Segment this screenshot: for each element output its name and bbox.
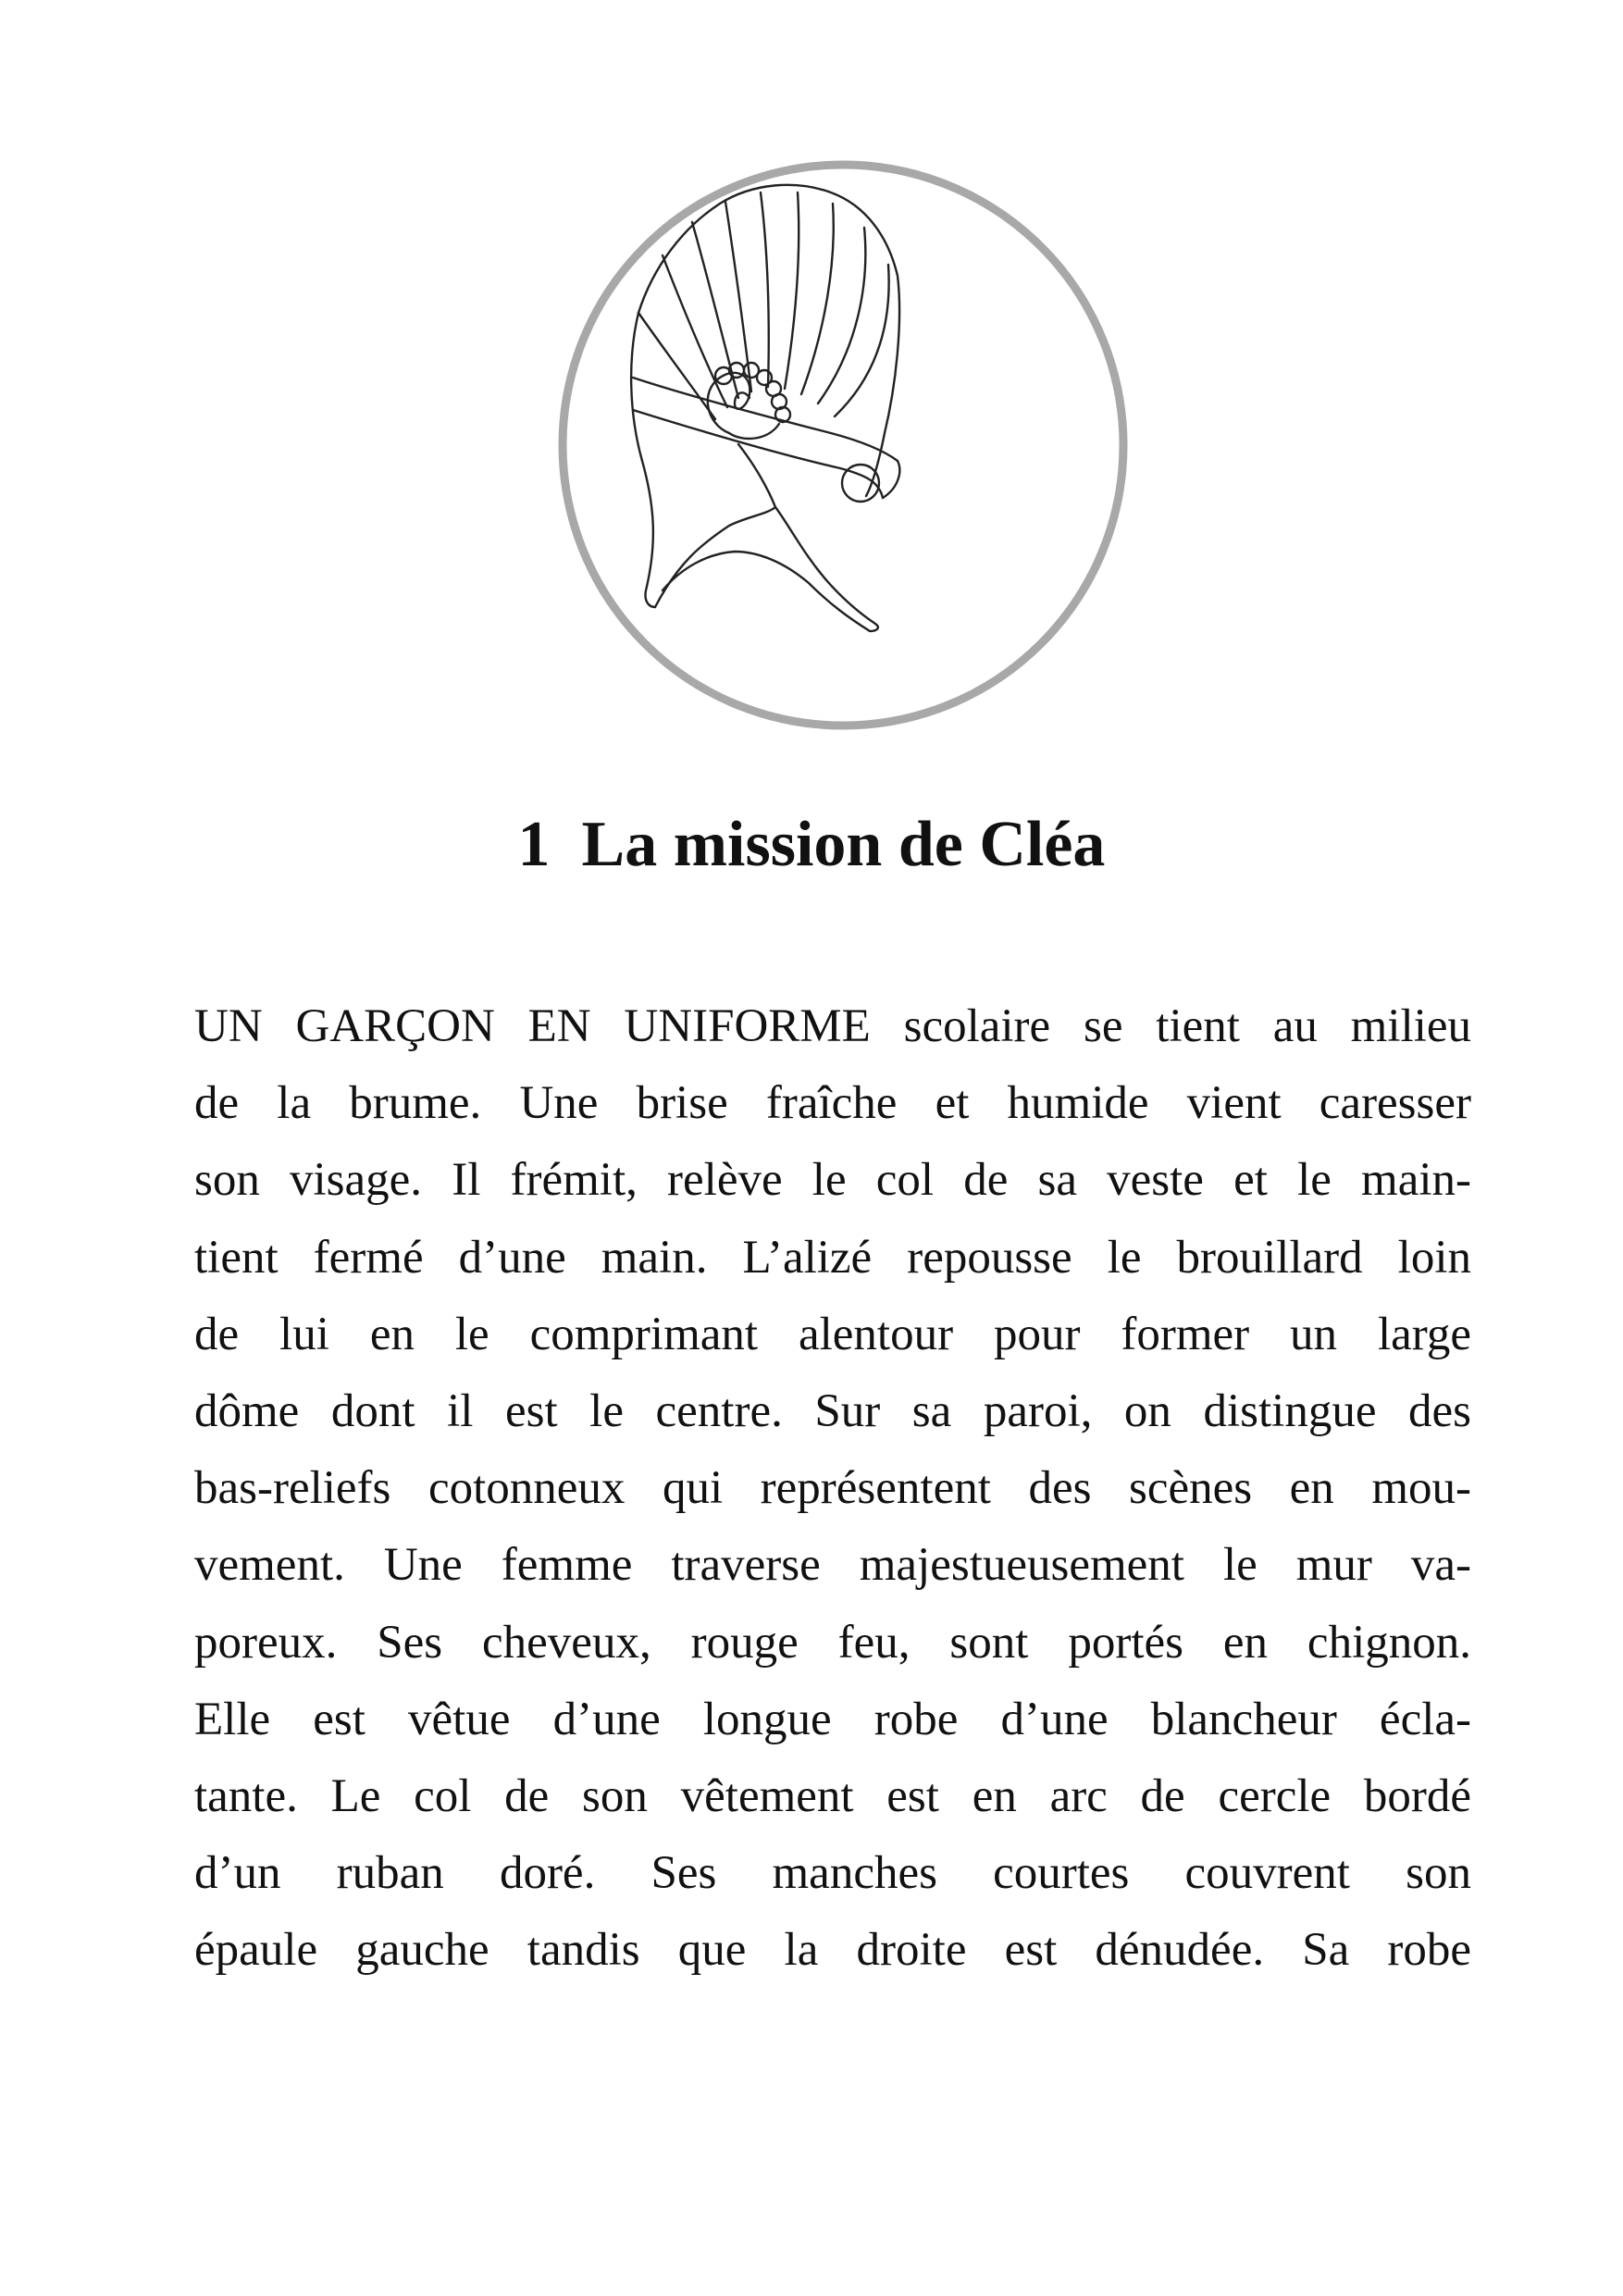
text-line: d’un ruban doré. Ses manches courtes couvrent son bbox=[194, 1847, 1471, 1900]
emblem-ring bbox=[563, 165, 1123, 726]
text-line: épaule gauche tandis que la droite est dénudée. Sa robe bbox=[194, 1924, 1471, 1977]
text-line: de lui en le comprimant alentour pour former un large bbox=[194, 1308, 1471, 1360]
text-line: bas-reliefs cotonneux qui représentent des scènes en mou- bbox=[194, 1462, 1471, 1515]
text-line: dôme dont il est le centre. Sur sa paroi, on distingue des bbox=[194, 1384, 1471, 1437]
text-line: de la brume. Une brise fraîche et humide vient caresser bbox=[194, 1077, 1471, 1130]
chapter-title-text: La mission de Cléa bbox=[581, 809, 1106, 880]
text-line: UN GARÇON EN UNIFORME scolaire se tient au milieu bbox=[194, 1000, 1471, 1052]
text-line: son visage. Il frémit, relève le col de sa veste et le main- bbox=[194, 1154, 1471, 1207]
woman-profile-emblem-icon bbox=[553, 155, 1133, 735]
chapter-title bbox=[0, 803, 1623, 887]
body-paragraph bbox=[194, 988, 1471, 1989]
text-line: tient fermé d’une main. L’alizé repousse le brouillard loin bbox=[194, 1231, 1471, 1284]
text-line: vement. Une femme traverse majestueusement le mur va- bbox=[194, 1539, 1471, 1592]
text-line: tante. Le col de son vêtement est en arc de cercle bordé bbox=[194, 1769, 1471, 1822]
text-line: poreux. Ses cheveux, rouge feu, sont portés en chignon. bbox=[194, 1616, 1471, 1669]
text-line: Elle est vêtue d’une longue robe d’une blancheur écla- bbox=[194, 1693, 1471, 1745]
chapter-number: 1 bbox=[517, 809, 551, 880]
woman-profile-drawing bbox=[631, 185, 899, 631]
